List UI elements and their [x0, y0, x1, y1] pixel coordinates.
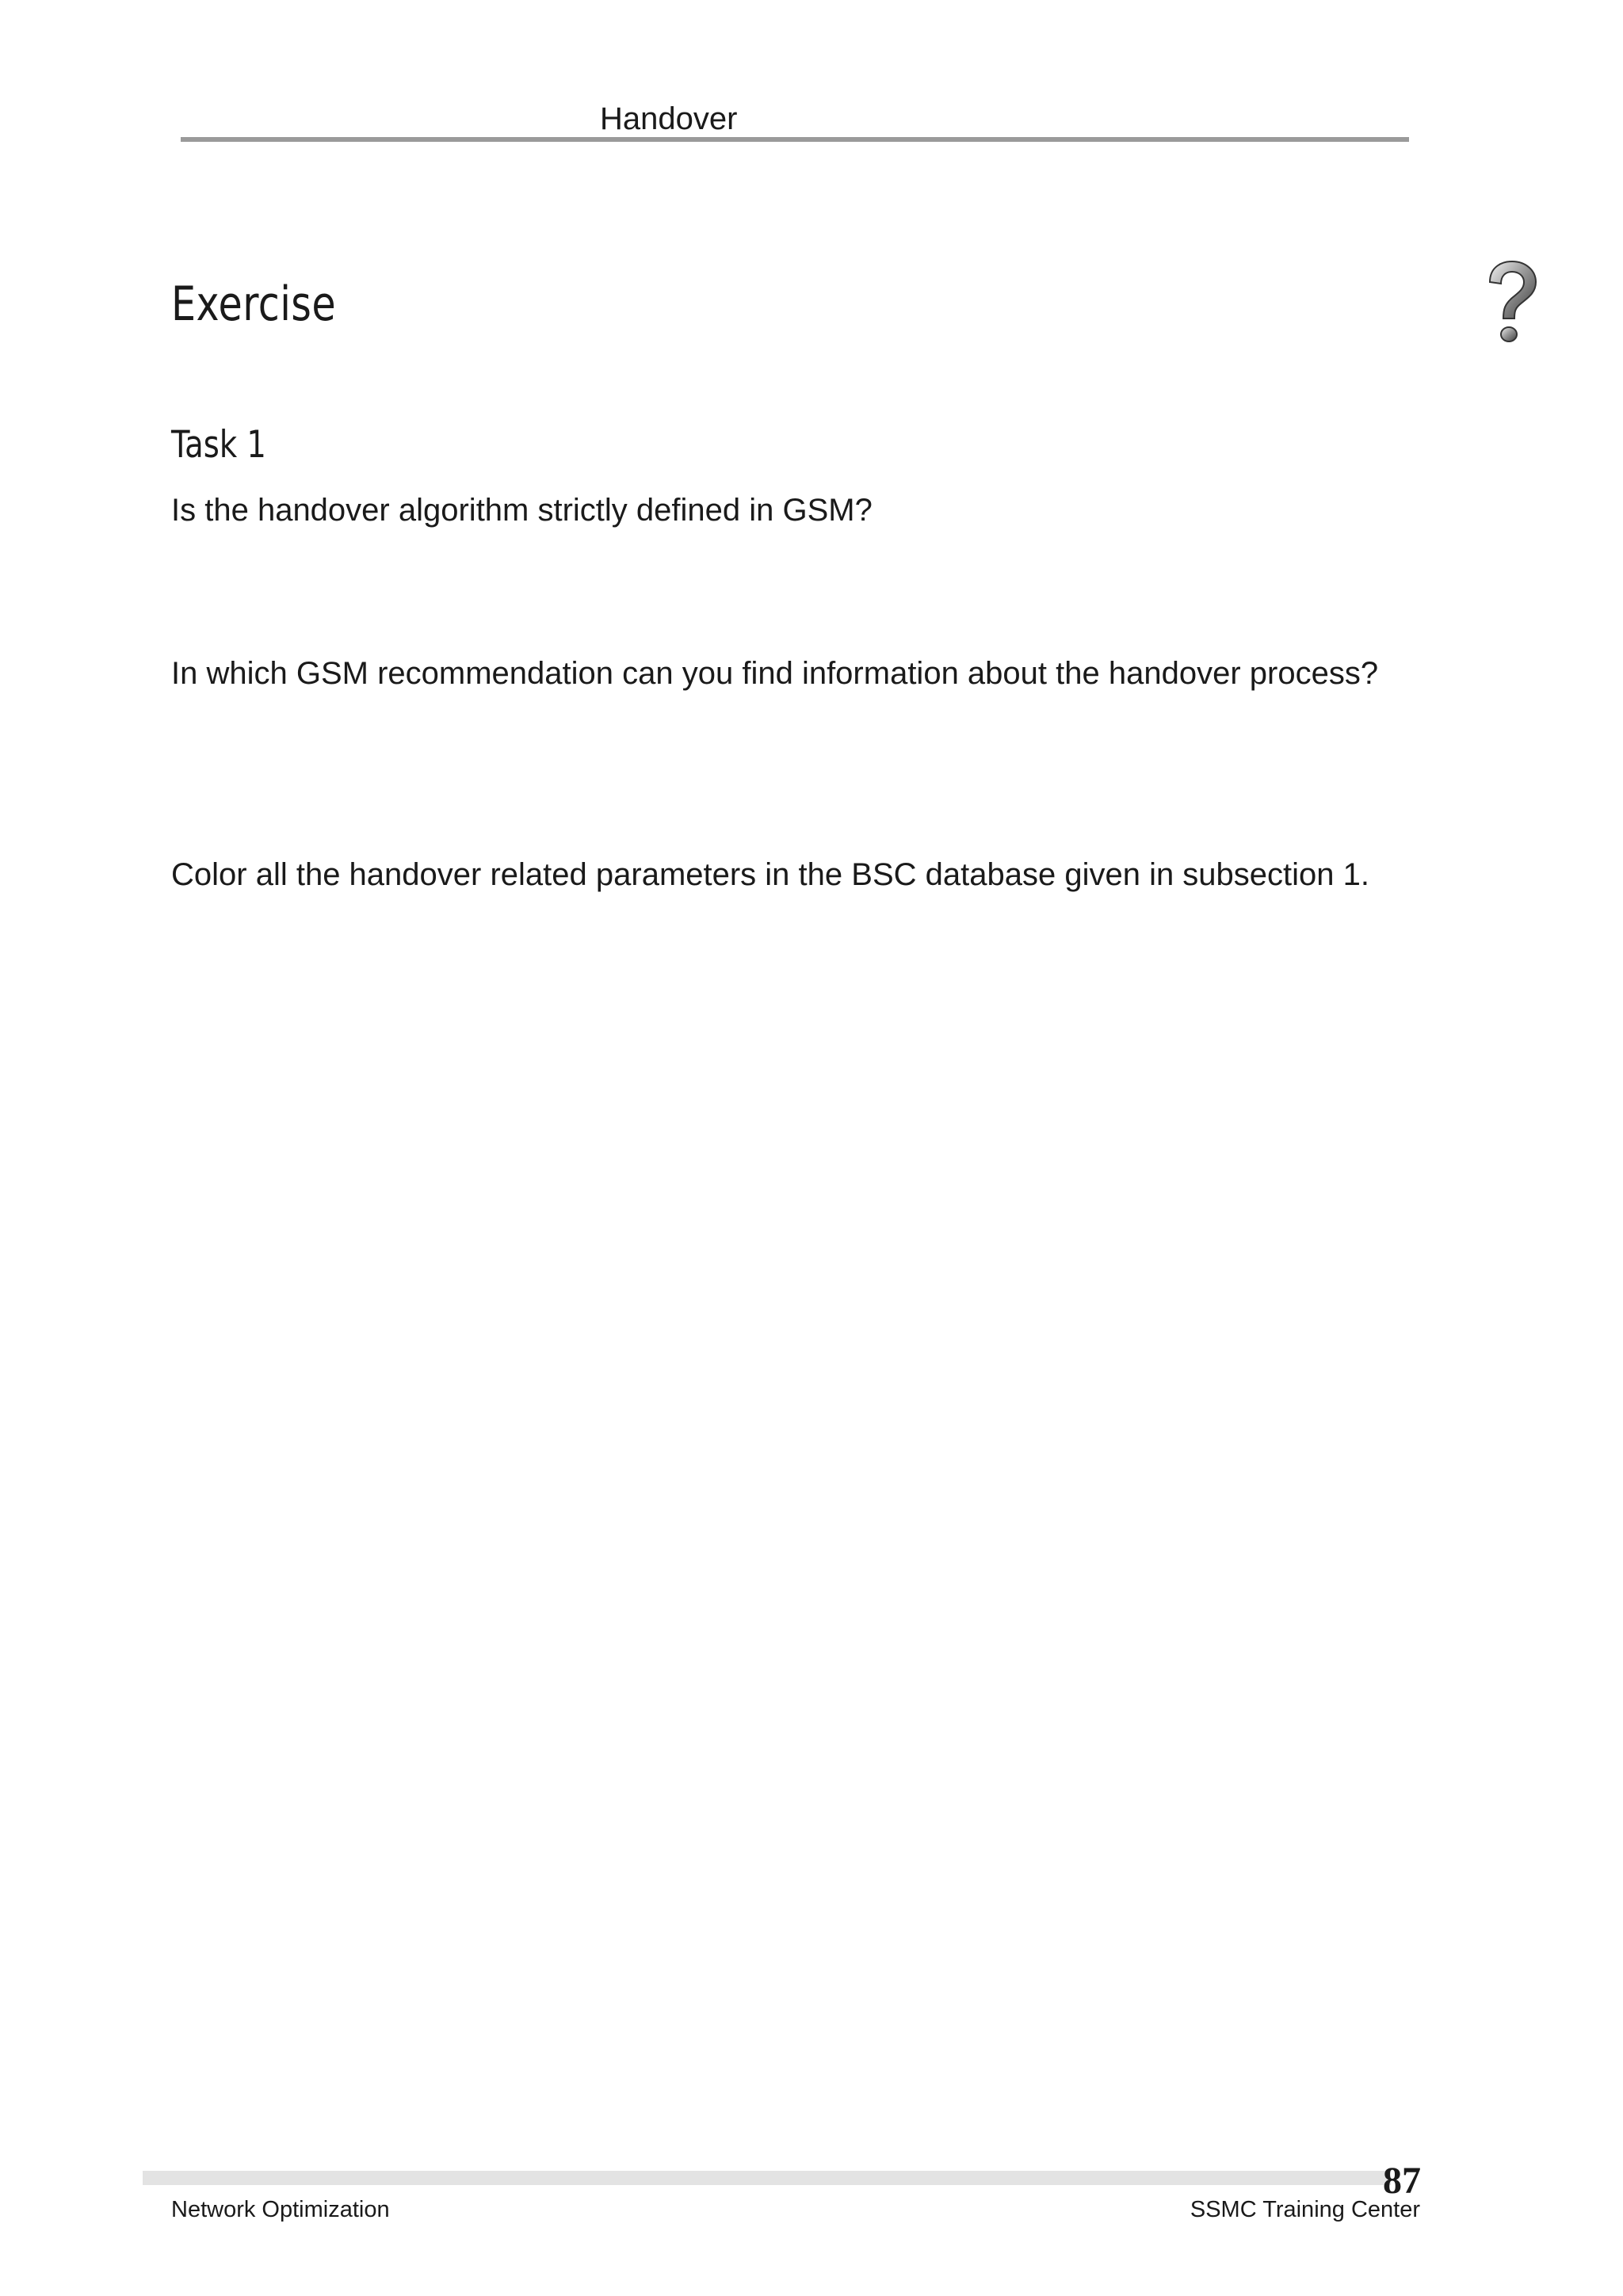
- footer-organization: SSMC Training Center: [1190, 2197, 1420, 2222]
- header-rule: [181, 137, 1409, 142]
- footer-course-title: Network Optimization: [171, 2197, 390, 2222]
- task-question-2: In which GSM recommendation can you find information about the handover process?: [171, 656, 1379, 691]
- page-number: 87: [1383, 2160, 1421, 2202]
- header-title: Handover: [600, 101, 738, 136]
- task-heading: Task 1: [171, 423, 266, 467]
- section-heading: Exercise: [171, 277, 337, 332]
- footer-bar: [143, 2171, 1391, 2185]
- task-question-3: Color all the handover related parameters in the BSC database given in subsection 1.: [171, 857, 1370, 892]
- task-question-1: Is the handover algorithm strictly defined in GSM?: [171, 493, 873, 528]
- question-mark-icon: [1479, 258, 1541, 345]
